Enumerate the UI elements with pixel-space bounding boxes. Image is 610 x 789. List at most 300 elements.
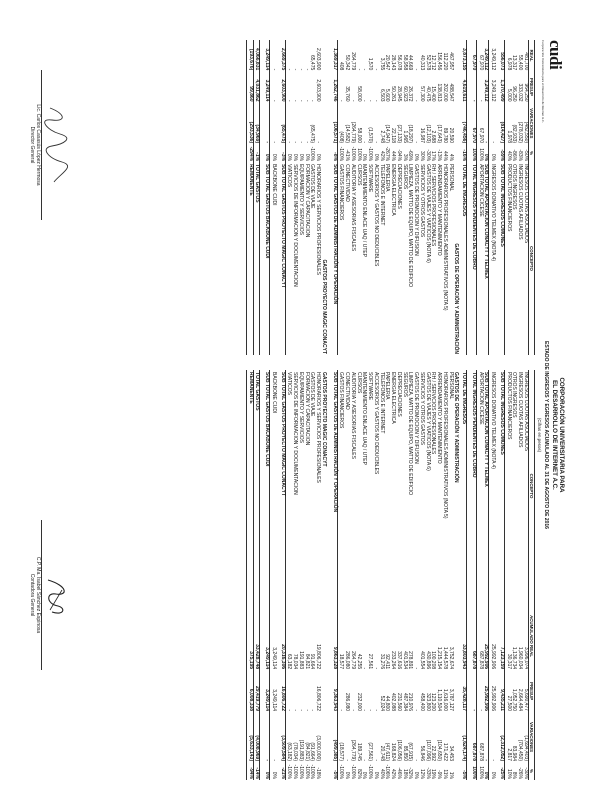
logo-mark: cudi xyxy=(546,40,565,70)
variation-pct: 0% xyxy=(263,144,269,162)
presup-value: - xyxy=(372,99,379,102)
variation-pct: 100% xyxy=(477,148,484,162)
real-value: 50,342 xyxy=(344,54,351,71)
variation-value: (3,000,000) xyxy=(315,735,322,761)
presup-value: - xyxy=(309,99,316,102)
presup-value: 60,923 xyxy=(401,86,408,102)
variation-value: (1,570) xyxy=(367,127,374,144)
section-title-row xyxy=(453,370,461,780)
variation-pct: 82% xyxy=(355,768,362,779)
presup-value: - xyxy=(270,99,277,102)
real-value: 67,970 xyxy=(470,40,476,71)
variation-value: (408) xyxy=(338,131,345,144)
variation-pct: 0% xyxy=(303,153,310,162)
real-value: - xyxy=(270,68,277,71)
table-row xyxy=(279,370,285,780)
table-row xyxy=(418,40,424,355)
presup-value: 3,249,112 xyxy=(490,79,497,102)
variation-pct: -25% xyxy=(498,762,504,780)
col-real: REAL xyxy=(528,40,534,71)
real-value: 264,779 xyxy=(349,651,356,670)
variation-value: (18,297) xyxy=(407,124,414,144)
presup-value: - xyxy=(470,670,476,712)
col-variaciones: VARIACIONES xyxy=(528,712,534,762)
presup-value: 52,024 xyxy=(378,695,385,712)
real-value: 3,755 xyxy=(378,57,385,71)
presup-value: 44,800 xyxy=(384,695,391,712)
concept-label: OTROS INGRESOS xyxy=(511,372,518,418)
variation-value: (106,056) xyxy=(395,739,402,761)
presup-value: 487,384 xyxy=(401,692,408,712)
real-value: 42,255 xyxy=(355,653,362,670)
variation-pct: 0% xyxy=(292,153,299,162)
presup-value: 2,664,484 xyxy=(517,688,524,712)
real-value: 13,317 xyxy=(511,54,518,71)
presup-value: 25,992,906 xyxy=(483,670,489,712)
variation-value: 16,987 xyxy=(418,127,425,144)
variation-pct: 42% xyxy=(390,768,397,779)
concept-label: SOFTWARE xyxy=(367,372,374,401)
logo-subtitle: Corporación Universitaria para el Desarrollo de Internet A.C. xyxy=(541,40,546,124)
real-value: - xyxy=(297,68,304,71)
concept-label: APORTACION CICESE xyxy=(477,164,484,217)
presup-value: 50,261 xyxy=(390,86,397,102)
presup-value: 25,992,906 xyxy=(490,686,497,712)
presup-value: 5,690,477 xyxy=(522,688,529,712)
variation-value: (1,624,174) xyxy=(460,712,466,762)
variation-pct: -100% xyxy=(309,146,316,162)
presup-value: - xyxy=(338,709,345,712)
real-value: 687,878 xyxy=(477,651,484,670)
concept-label: ARRENDAMIENTO Y MANTENIMIENTO xyxy=(436,372,443,464)
variation-value: 58,000 xyxy=(355,127,362,144)
presup-value: 3,787,127 xyxy=(447,688,454,712)
variation-pct: 0% xyxy=(344,771,351,779)
presup-value: - xyxy=(367,99,374,102)
table-row xyxy=(401,370,407,780)
concept-label: PRODUCTOS FINANCIEROS xyxy=(505,372,512,440)
concept-label: SERVICIOS Y OTROS GASTOS xyxy=(418,164,425,238)
variation-pct: -94% xyxy=(246,762,253,780)
presup-value: 3,249,114 xyxy=(263,71,269,102)
table-row xyxy=(407,370,413,780)
variation-value: 20,590 xyxy=(447,127,454,144)
table-row xyxy=(253,370,260,780)
real-value: - xyxy=(361,68,368,71)
presup-value: - xyxy=(297,709,304,712)
concept-label: REMANENTE xyxy=(246,370,253,602)
presup-value: - xyxy=(286,709,293,712)
logo xyxy=(541,40,565,170)
col-acumulado-real: ACUMULADO REAL xyxy=(528,602,534,670)
variation-value: 171,422 xyxy=(441,742,448,761)
presup-value: - xyxy=(349,99,356,102)
variation-value: - xyxy=(490,141,497,144)
presup-value: 488,547 xyxy=(447,83,454,102)
real-value: 33,803,943 xyxy=(460,602,466,670)
real-value: - xyxy=(413,68,420,71)
real-value: - xyxy=(413,667,420,670)
real-value: 3,873,155 xyxy=(460,40,466,71)
table-row xyxy=(395,40,401,355)
table-row xyxy=(331,40,337,355)
real-value: 191,883 xyxy=(297,651,304,670)
real-value: 56,078 xyxy=(395,54,402,71)
variation-pct: -100% xyxy=(286,764,293,779)
table-row xyxy=(297,370,303,780)
variation-pct: 0% xyxy=(286,153,293,162)
variation-value: - xyxy=(297,141,304,144)
real-value: 156,456 xyxy=(436,52,443,71)
concept-label: TELEFONOS E INTERNET xyxy=(378,164,385,226)
real-value: 78,034 xyxy=(292,653,299,670)
presup-value: - xyxy=(338,99,345,102)
table-row xyxy=(516,370,522,780)
variation-pct: 40% xyxy=(378,768,385,779)
presup-value: 202,000 xyxy=(441,83,448,102)
table-row xyxy=(343,40,349,355)
table-row xyxy=(522,40,528,355)
concept-label: SUB TOTAL APORTACION CONACYT Y TELMEX xyxy=(483,370,489,602)
presup-value: 232,000 xyxy=(355,692,362,712)
presup-value: 1,052,750 xyxy=(511,688,518,712)
accumulated-header-row xyxy=(528,370,534,780)
concept-label: TOTAL GASTOS xyxy=(253,162,260,355)
concept-label: REMANENTE xyxy=(246,162,253,355)
variation-value: (4,008,969) xyxy=(253,712,260,762)
variation-pct: -46% xyxy=(395,767,402,779)
real-value: 3,752,674 xyxy=(447,646,454,670)
presup-value: 9,435,211 xyxy=(498,670,504,712)
variation-value: (278,032) xyxy=(517,121,524,144)
variation-pct: -100% xyxy=(292,764,299,779)
variation-value: 56,846 xyxy=(418,745,425,761)
concept-label: ENERGIA ELECTRICA xyxy=(390,372,397,424)
col-concepto: CONCEPTO xyxy=(528,370,534,602)
variation-pct: 30% xyxy=(418,151,425,162)
rotated-statement xyxy=(20,40,565,780)
concept-label: SUB TOTAL GASTOS PROYECTO MAGIC CONACYT xyxy=(279,162,285,355)
concept-label: GASTOS DE VIAJE xyxy=(309,372,316,417)
variation-pct: 100% xyxy=(477,766,484,779)
presup-value: 6,503 xyxy=(378,89,385,102)
table-row xyxy=(470,370,476,780)
presup-value: - xyxy=(367,709,374,712)
real-value: (193,676) xyxy=(246,40,253,71)
concept-label: SUB TOTAL APORTACION CONACYT Y TELMEX xyxy=(483,162,489,355)
concept-label: INGRESOS CUOTAS ASOCIADOS xyxy=(522,164,529,244)
variation-pct: 0% xyxy=(361,771,368,779)
real-value: 286,080 xyxy=(344,651,351,670)
variation-value: (293,536) xyxy=(246,103,253,145)
real-value: 3,249,114 xyxy=(263,602,269,670)
real-value: - xyxy=(303,68,310,71)
currency-note: (Cifras en pesos) xyxy=(537,417,542,453)
variation-value: - xyxy=(372,759,379,761)
table-row xyxy=(263,40,269,355)
presup-value: 35,428,117 xyxy=(460,670,466,712)
variation-value: (107,096) xyxy=(424,739,431,761)
concept-label: CURSOS xyxy=(355,164,362,186)
document-header xyxy=(537,225,565,645)
variation-value: (65,475) xyxy=(309,124,316,144)
real-value: 3,249,114 xyxy=(263,40,269,71)
concept-label: VIATICOS xyxy=(286,372,293,395)
real-value: 52,578 xyxy=(424,54,431,71)
variation-pct: -30% xyxy=(424,149,431,162)
section-title-row xyxy=(453,40,461,355)
variation-value: - xyxy=(263,712,269,762)
table-row xyxy=(516,40,522,355)
concept-label: GASTOS DE VIAJES Y VIATICOS (NOTA 6) xyxy=(424,372,431,471)
variation-value: 22,992 xyxy=(430,745,437,761)
real-value: 430,896 xyxy=(424,651,431,670)
section-title: GASTOS PROYECTO MAGIC CONACYT xyxy=(320,372,327,467)
concept-label: ACCESORIOS Y GASTOS NO DEDUCIBLES xyxy=(372,372,379,475)
concept-label: INGRESOS CUOTAS AFILIADOS xyxy=(517,164,524,240)
variation-value: (5,633,143) xyxy=(246,712,253,762)
variation-value: - xyxy=(413,759,420,761)
variation-pct: 0% xyxy=(490,771,497,779)
concept-label: FORMACION Y CAPACITACION xyxy=(303,164,310,238)
presup-value: 15,400 xyxy=(430,86,437,102)
table-row xyxy=(372,370,378,780)
variation-pct: -18% xyxy=(315,767,322,779)
real-value: 233,264 xyxy=(390,651,397,670)
variation-value: (12,103) xyxy=(424,124,431,144)
variation-value: (27,133) xyxy=(395,124,402,144)
variation-value: (104,650) xyxy=(436,739,443,761)
concept-label: OTROS INGRESOS xyxy=(511,164,518,210)
variation-value: (3,509,584) xyxy=(279,712,285,762)
presup-value: 5,600 xyxy=(384,89,391,102)
variation-value: (14,947) xyxy=(384,124,391,144)
variation-pct: 3% xyxy=(401,153,408,162)
variation-pct: -30% xyxy=(522,767,529,779)
presup-value: 9,363,943 xyxy=(331,670,337,712)
concept-label: SUB TOTAL INGRESOS COMUNES xyxy=(498,370,504,602)
monthly-table xyxy=(246,40,535,355)
real-value: 25,992,906 xyxy=(490,644,497,670)
real-value: 12,712 xyxy=(430,54,437,71)
presup-value: 26,372 xyxy=(407,86,414,102)
table-row xyxy=(270,370,276,780)
variation-pct: 8% xyxy=(511,771,518,779)
concept-label: GASTOS DE VIAJE xyxy=(309,164,316,209)
concept-label: ACCESORIOS Y GASTOS NO DEDUCIBLES xyxy=(372,164,379,267)
accumulated-table xyxy=(246,370,535,780)
concept-label: INGRESOS DONATIVO TELMEX (NOTA 4) xyxy=(490,372,497,469)
real-value: 556,073 xyxy=(498,40,504,71)
real-value: 1,444,578 xyxy=(441,646,448,670)
variation-pct: -100% xyxy=(309,764,316,779)
concept-label: ENERGIA ELECTRICA xyxy=(390,164,397,216)
signature-line xyxy=(41,520,42,670)
variation-pct: 11% xyxy=(441,769,448,779)
presup-value: 2,603,900 xyxy=(279,71,285,102)
real-value: 1,570 xyxy=(367,57,374,71)
variation-pct: 0% xyxy=(413,771,420,779)
variation-value: 1,965 xyxy=(401,130,408,144)
table-row xyxy=(361,370,367,780)
variation-value: - xyxy=(303,141,310,144)
variation-value: - xyxy=(286,141,293,144)
concept-label: SOFTWARE xyxy=(367,164,374,193)
variation-pct: 0% xyxy=(483,762,489,780)
variation-value: 2,688 xyxy=(430,130,437,144)
variation-pct: 44% xyxy=(390,151,397,162)
variation-pct: 4% xyxy=(447,153,454,162)
variation-value: 687,878 xyxy=(470,712,476,762)
variation-value: - xyxy=(361,759,368,761)
presup-value: - xyxy=(470,71,476,102)
variation-value: 20,748 xyxy=(378,745,385,761)
table-row xyxy=(337,370,343,780)
variation-value: 189,745 xyxy=(355,742,362,761)
presup-value: 138,813 xyxy=(436,83,443,102)
concept-label: PERSONAL xyxy=(447,372,454,400)
signature-director xyxy=(29,60,71,230)
real-value: 3,249,112 xyxy=(483,40,489,71)
variation-value: (814,427) xyxy=(498,103,504,145)
variation-value: (264,779) xyxy=(349,121,356,144)
concept-label: TELEFONOS E INTERNET xyxy=(378,372,385,434)
concept-label: FORMACION Y CAPACITACION xyxy=(303,372,310,446)
table-row xyxy=(489,40,495,355)
real-value: 112,220 xyxy=(441,52,448,71)
variation-pct: -100% xyxy=(338,764,345,779)
variation-value: - xyxy=(483,103,489,145)
concept-label: INGRESOS CUOTAS AFILIADOS xyxy=(517,372,524,448)
presup-value: - xyxy=(286,99,293,102)
variation-pct: -41% xyxy=(344,149,351,162)
variation-value: 2,748 xyxy=(378,130,385,144)
variation-value: (499,385) xyxy=(331,712,337,762)
variation-pct: -33% xyxy=(424,767,431,779)
signer-title: Contadora General xyxy=(29,573,36,617)
real-value: - xyxy=(372,68,379,71)
table-row xyxy=(504,370,510,780)
concept-label: SUB TOTAL INGRESOS COMUNES xyxy=(498,162,504,355)
real-value: 67,970 xyxy=(477,54,484,71)
concept-label: AUDITORIA Y ASESORIAS FISCALES xyxy=(349,164,356,252)
variation-value: - xyxy=(413,141,420,144)
variation-value: (17,643) xyxy=(436,124,443,144)
presup-value: 40,475 xyxy=(424,86,431,102)
variation-value: - xyxy=(270,141,277,144)
concept-label: CONECTIVIDAD xyxy=(344,164,351,202)
presup-value: - xyxy=(292,99,299,102)
variation-pct: -8% xyxy=(331,144,337,162)
real-value: 4,066,831 xyxy=(253,40,260,71)
concept-label: SERVICIOS DE INFORMACION Y DOCUMENTACION xyxy=(292,164,299,287)
presup-value: 5,000 xyxy=(505,89,512,102)
concept-label: EQUIPAMIENTO Y SERVICIOS xyxy=(297,372,304,443)
presup-value: - xyxy=(477,709,484,712)
concept-label: BACKBONE CUDI xyxy=(270,164,277,206)
presup-value: - xyxy=(309,709,316,712)
variation-value: 89,780 xyxy=(441,127,448,144)
concept-label: APORTACION CICESE xyxy=(477,372,484,425)
concept-label: TOTAL INGRESOS PENDIENTES DE COBRO xyxy=(470,162,476,355)
variation-value: - xyxy=(372,141,379,144)
presup-value: - xyxy=(361,709,368,712)
presup-value: - xyxy=(303,99,310,102)
col-presup: PRESUP xyxy=(528,71,534,102)
concept-label: HONORARIOS PROFESIONALES ADMINISTRATIVOS (NOTA 5) xyxy=(441,164,448,311)
real-value: 1,136,734 xyxy=(511,646,518,670)
variation-pct: -100% xyxy=(303,764,310,779)
real-value: 337,616 xyxy=(395,651,402,670)
presup-value: 3,249,114 xyxy=(263,670,269,712)
variation-value: (67,915) xyxy=(407,742,414,761)
variation-pct: -100% xyxy=(349,146,356,162)
variation-pct: 10% xyxy=(505,768,512,779)
variation-pct: -16% xyxy=(460,144,466,162)
table-row xyxy=(435,370,441,780)
variation-pct: 0% xyxy=(270,153,277,162)
concept-label: INGRESOS DONATIVO TELMEX (NOTA 4) xyxy=(490,164,497,262)
table-row xyxy=(253,40,260,355)
variation-value: - xyxy=(490,759,497,761)
presup-value: 96,250 xyxy=(511,86,518,102)
table-row xyxy=(441,370,447,780)
concept-label: TOTAL DE INGRESOS xyxy=(460,162,466,355)
variation-value: - xyxy=(361,141,368,144)
presup-value: 964,250 xyxy=(522,83,529,102)
variation-value: - xyxy=(315,141,322,144)
real-value: 91,664 xyxy=(309,653,316,670)
presup-value: 58,000 xyxy=(355,86,362,102)
concept-label: GASTOS FINANCIEROS xyxy=(338,164,345,221)
concept-label: RH / SERVICIOS PROFESIONALES xyxy=(430,164,437,247)
real-value: 84,821 xyxy=(303,653,310,670)
presup-value: - xyxy=(413,709,420,712)
variation-pct: -32% xyxy=(407,767,414,779)
real-value: 481,700 xyxy=(522,52,529,71)
section-title: GASTOS PROYECTO MAGIC CONACYT xyxy=(320,259,327,354)
presup-value: 99,860 xyxy=(246,71,253,102)
variation-pct: -59% xyxy=(498,144,504,162)
presup-value: 4,031,862 xyxy=(253,71,260,102)
table-row xyxy=(504,40,510,355)
variation-pct: 0% xyxy=(263,762,269,780)
variation-value: (65,475) xyxy=(279,103,285,145)
signature-line xyxy=(41,70,42,220)
concept-label: SERVICIOS Y OTROS GASTOS xyxy=(418,372,425,445)
real-value: 401,554 xyxy=(418,651,425,670)
concept-label: PRODUCTOS FINANCIEROS xyxy=(505,164,512,232)
table-row xyxy=(522,370,528,780)
variation-value: (1,694,403) xyxy=(522,735,529,761)
col-pct: % xyxy=(528,144,534,162)
real-value: 3,249,114 xyxy=(270,647,277,670)
table-row xyxy=(441,40,447,355)
real-value: 65,475 xyxy=(309,54,316,71)
concept-label: AUDITORIA Y ASESORIAS FISCALES xyxy=(349,372,356,459)
real-value: 55,400 xyxy=(517,54,524,71)
table-row xyxy=(460,40,466,355)
variation-pct: -26% xyxy=(517,767,524,779)
accumulated-body xyxy=(246,370,528,780)
variation-pct: -94% xyxy=(395,149,402,162)
presup-value: 1,262,746 xyxy=(331,71,337,102)
concept-label: DEPRECIACIONES xyxy=(395,164,402,209)
variation-pct: 0% xyxy=(490,153,497,162)
monthly-body xyxy=(246,40,528,355)
presup-value: 3,249,114 xyxy=(270,689,277,712)
concept-label: MANTENIMIENTO ENLACE UAQ / UTEP xyxy=(361,372,368,465)
